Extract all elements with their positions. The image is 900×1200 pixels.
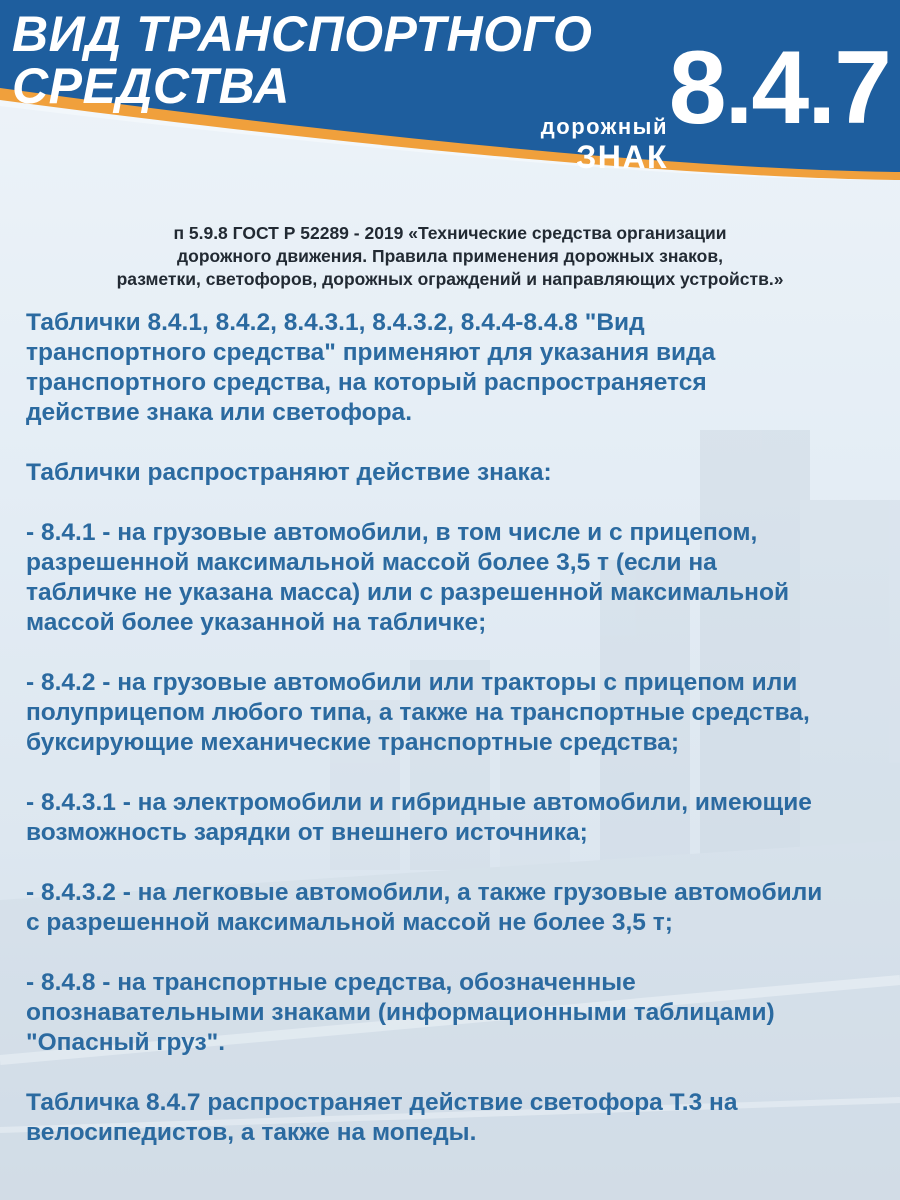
text-line: - 8.4.3.1 - на электромобили и гибридные автомобили, имеющие <box>26 789 812 816</box>
text-line: полуприцепом любого типа, а также на транспортные средства, <box>26 699 810 726</box>
title-line-2: СРЕДСТВА <box>12 58 290 114</box>
text-line: - 8.4.2 - на грузовые автомобили или тракторы с прицепом или <box>26 669 798 696</box>
list-item-8-4-8 <box>26 968 892 1058</box>
text-line: транспортного средства, на который распространяется <box>26 369 707 396</box>
paragraph-8-4-7 <box>26 1088 892 1148</box>
sign-type-line-1: дорожный <box>540 114 668 139</box>
text-line: велосипедистов, а также на мопеды. <box>26 1119 477 1146</box>
text-line: Табличка 8.4.7 распространяет действие светофора Т.3 на <box>26 1089 738 1116</box>
list-item-8-4-3-1 <box>26 788 892 848</box>
text-line: Таблички 8.4.1, 8.4.2, 8.4.3.1, 8.4.3.2, 8.4.4-8.4.8 "Вид <box>26 309 645 336</box>
list-item-8-4-2 <box>26 668 892 758</box>
text-line: разрешенной максимальной массой более 3,5 т (если на <box>26 549 717 576</box>
title-line-1: ВИД ТРАНСПОРТНОГО <box>12 6 593 62</box>
paragraph-intro <box>26 308 892 428</box>
sign-type-line-2: ЗНАК <box>576 139 668 175</box>
sign-number: 8.4.7 <box>668 30 890 146</box>
source-line: дорожного движения. Правила применения дорожных знаков, <box>177 246 723 266</box>
list-item-8-4-1 <box>26 518 892 638</box>
paragraph-scope-heading <box>26 458 892 488</box>
sign-type-label <box>541 114 668 174</box>
text-line: - 8.4.8 - на транспортные средства, обозначенные <box>26 969 636 996</box>
text-line: табличке не указана масса) или с разрешенной максимальной <box>26 579 790 606</box>
text-line: - 8.4.1 - на грузовые автомобили, в том числе и с прицепом, <box>26 519 758 546</box>
text-line: Таблички распространяют действие знака: <box>26 459 552 486</box>
text-line: с разрешенной максимальной массой не более 3,5 т; <box>26 909 673 936</box>
text-line: - 8.4.3.2 - на легковые автомобили, а также грузовые автомобили <box>26 879 823 906</box>
text-line: возможность зарядки от внешнего источника; <box>26 819 588 846</box>
text-line: транспортного средства" применяют для указания вида <box>26 339 716 366</box>
source-citation <box>20 222 880 291</box>
source-line: разметки, светофоров, дорожных ограждений и направляющих устройств.» <box>116 269 784 289</box>
text-line: действие знака или светофора. <box>26 399 412 426</box>
main-text <box>26 308 892 1178</box>
text-line: массой более указанной на табличке; <box>26 609 487 636</box>
page-title <box>12 8 592 112</box>
text-line: опознавательными знаками (информационными таблицами) <box>26 999 775 1026</box>
text-line: "Опасный груз". <box>26 1029 226 1056</box>
list-item-8-4-3-2 <box>26 878 892 938</box>
text-line: буксирующие механические транспортные средства; <box>26 729 680 756</box>
source-line: п 5.9.8 ГОСТ Р 52289 - 2019 «Технические средства организации <box>173 223 727 243</box>
